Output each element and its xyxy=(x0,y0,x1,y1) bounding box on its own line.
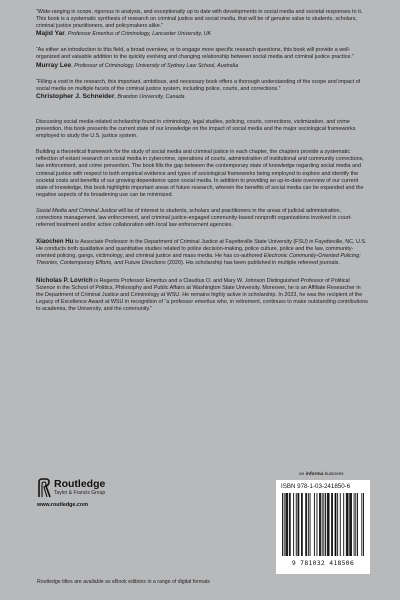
audience-text: will be of interest to students, scholars and practitioners in the areas of judicial administration, corrections management, law enforcement, and criminal justice-engaged community-based nonprofit organizations involved in court-referred treatment and/or active collaboration with local law enforcement agencies. xyxy=(36,207,352,229)
barcode-bar xyxy=(317,493,318,556)
barcode-bar xyxy=(355,493,356,556)
endorsement xyxy=(36,79,368,101)
barcode-bar xyxy=(286,493,287,556)
barcode-bar xyxy=(331,493,332,556)
barcode-bar xyxy=(282,493,283,556)
informa-tagline: an informa business xyxy=(299,472,344,477)
barcode-bar xyxy=(308,493,309,556)
barcode-bar xyxy=(354,493,355,556)
barcode-bar xyxy=(287,493,288,556)
barcode-bar xyxy=(289,493,290,556)
bio-text: is Regents Professor Emeritus and a Claudius O. and Mary W. Johnson Distinguished Professor of Political Science in the School of Politics, Philosophy and Public Affairs at Washington State University. Moreover, he is an Affiliate Researcher in the Department of Criminal Justice and Criminology at WSU. He remains highly active in scholarship. In 2023, he was the recipient of the Legacy of Excellence Award at WSU in recognition of “a professor emeritus who, in retirement, continues to make outstanding contributions to academia, the University, and the community.” xyxy=(36,277,368,312)
endorsement-quote: “As either an introduction to this field, a broad overview, or to engage more specific research questions, this book will provide a well-organized and valuable addition to the quickly evolving and changing relationship between social media and criminal justice practice.” xyxy=(36,47,354,61)
barcode-bar xyxy=(306,493,307,556)
barcode-bar xyxy=(305,493,306,556)
publisher-logo xyxy=(37,478,157,514)
isbn-barcode xyxy=(276,480,370,574)
barcode-bar xyxy=(340,493,341,556)
bio-book-title: Electronic Community-Oriented Policing: Theories, Contemporary Efforts, and Future Directions xyxy=(36,253,361,267)
barcode-bar xyxy=(293,493,294,556)
endorser-name: Majid Yar xyxy=(36,30,65,38)
endorsement-attribution: Murray Lee, Professor of Criminology, University of Sydney Law School, Australia xyxy=(36,61,239,69)
barcode-bar xyxy=(343,493,344,556)
barcode-bar xyxy=(329,493,330,556)
barcode-bar xyxy=(298,493,299,556)
endorser-affiliation: Brandon University, Canada xyxy=(117,93,185,100)
informa-name: informa xyxy=(305,472,324,477)
publisher-name: Routledge xyxy=(54,478,106,490)
footer xyxy=(0,466,400,600)
barcode-bar xyxy=(351,493,352,556)
barcode-bar xyxy=(350,493,351,556)
author-name: Xiaochen Hu xyxy=(36,238,74,246)
publisher-url: www.routledge.com xyxy=(37,502,89,508)
ebook-note: Routledge titles are available as eBook editions in a range of digital formats xyxy=(37,579,211,585)
endorsement xyxy=(36,47,368,69)
barcode-bar xyxy=(346,493,347,556)
barcode-bar xyxy=(314,493,315,556)
author-name: Nicholas P. Lovrich xyxy=(36,276,93,284)
barcode-bar xyxy=(349,493,350,556)
barcode-bar xyxy=(302,493,303,556)
barcode-bar xyxy=(332,493,333,556)
endorser-affiliation: Professor Emeritus of Criminology, Lancaster University, UK xyxy=(67,31,212,38)
bio-text: is Associate Professor in the Department of Criminal Justice at Fayetteville State University (FSU) in Fayetteville, NC, U.S. He conducts both qualitative and quantitative studies related to police decision-making, police culture, police and the law, community-oriented policing, gangs, victimology, and criminal justice and mass media. He has co-authored xyxy=(36,239,367,260)
barcode-bars xyxy=(282,493,364,556)
barcode-bar xyxy=(298,493,299,556)
barcode-bar xyxy=(301,493,302,556)
barcode-bar xyxy=(328,493,329,556)
barcode-bar xyxy=(284,493,285,556)
barcode-bar xyxy=(323,493,324,556)
barcode-bar xyxy=(319,493,320,556)
barcode-bar xyxy=(285,493,286,556)
barcode-bar xyxy=(348,493,349,556)
endorser-name: Murray Lee xyxy=(36,61,72,69)
barcode-bar xyxy=(325,493,326,556)
author-bio xyxy=(36,238,368,267)
isbn-label: ISBN 978-1-03-241850-6 xyxy=(281,483,351,490)
barcode-bar xyxy=(327,493,328,556)
publisher-group: Taylor & Francis Group xyxy=(54,490,106,496)
barcode-bar xyxy=(336,493,337,556)
book-title: Social Media and Criminal Justice xyxy=(36,207,117,214)
endorsement-quote: “Filling a void in the research, this important, ambitious, and necessary book offers a thorough understanding of the scope and impact of social media on multiple facets of the criminal justice system, including police, courts, and corrections.” xyxy=(36,78,361,92)
endorser-name: Christopher J. Schneider xyxy=(36,92,115,100)
barcode-bar xyxy=(337,493,338,556)
barcode-bar xyxy=(335,493,336,556)
barcode-bar xyxy=(357,493,358,556)
barcode-bar xyxy=(310,493,311,556)
back-cover-text xyxy=(36,9,368,313)
barcode-bar xyxy=(347,493,348,556)
barcode-bar xyxy=(320,493,321,556)
endorser-affiliation: Professor of Criminology, University of Sydney Law School, Australia xyxy=(74,62,239,69)
endorsement-attribution: Majid Yar, Professor Emeritus of Criminology, Lancaster University, UK xyxy=(36,30,212,38)
description-paragraph: Building a theoretical framework for the study of social media and criminal justice in each chapter, the chapters provide a systematic reflection of extant research on social media in cybercrime, operations of courts, administration of institutional and community corrections, law enforcement, and crime prevention. The book fills the gap between the contemporary state of knowledge regarding social media and criminal justice with respect to both empirical evidence and types of sociological frameworks being employed to explore and identify the societal costs and benefits of our growing dependence upon social media. In addition to providing an up-to-date overview of our current state of knowledge, this book highlights important areas of future research, wherein the benefits of social media can be expanded and the negative aspects of its broadening use can be minimized. xyxy=(36,149,364,198)
endorsement xyxy=(36,9,368,38)
author-bio xyxy=(36,277,368,313)
description-paragraph: Discussing social media-related scholarship found in criminology, legal studies, policing, courts, corrections, victimization, and crime prevention, this book presents the current state of our knowledge on the impact of social media and the major sociological frameworks employed to study the U.S. justice system. xyxy=(36,118,356,140)
barcode-digits: 9 781032 418506 xyxy=(291,559,355,567)
routledge-logo-icon xyxy=(37,478,51,498)
endorsement-attribution: Christopher J. Schneider, Brandon University, Canada xyxy=(36,92,185,100)
barcode-bar xyxy=(363,493,364,556)
audience-paragraph xyxy=(36,208,368,229)
barcode-bar xyxy=(290,493,291,556)
barcode-bar xyxy=(322,493,323,556)
barcode-bar xyxy=(361,493,362,556)
endorsement-quote: “Wide-ranging in scope, rigorous in analysis, and exceptionally up to date with developments in social media and societal responses to it. This book is a systematic synthesis of research on criminal justice and social media, that will be of genuine value to students, scholars, criminal justice practitioners, and policymakers alike.” xyxy=(36,9,363,30)
barcode-bar xyxy=(296,493,297,556)
bio-text: (2020). His scholarship has been published in multiple refereed journals. xyxy=(165,260,340,267)
